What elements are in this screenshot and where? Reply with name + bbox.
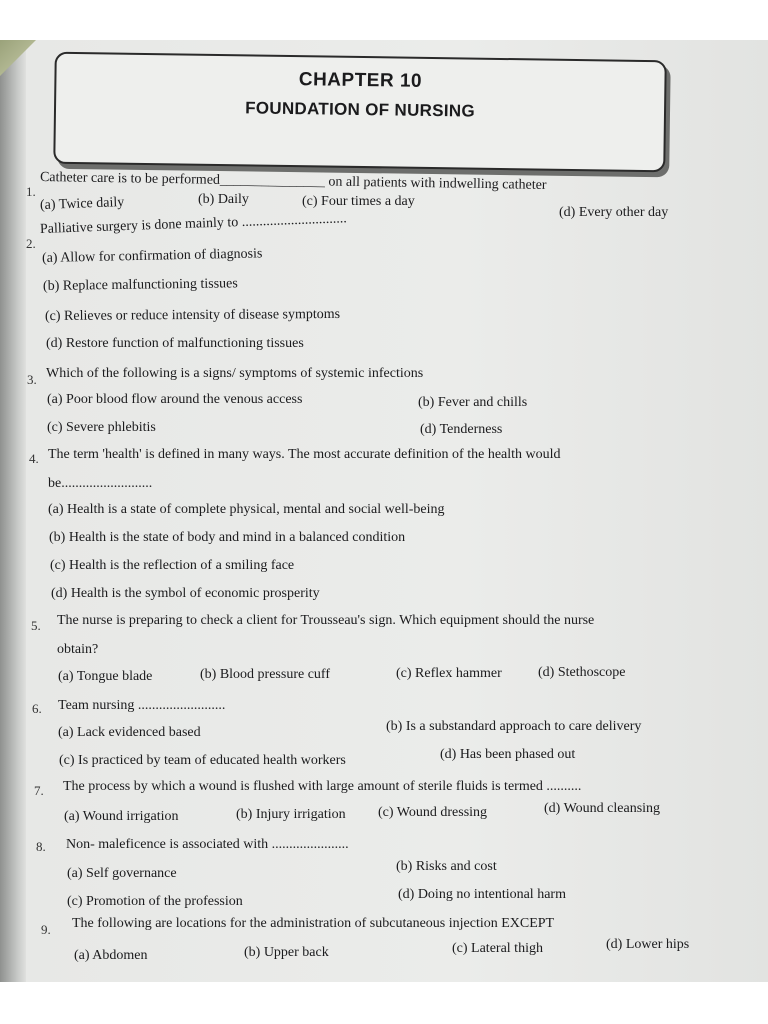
question-9-option-c: (c) Lateral thigh [452,941,543,956]
question-6-option-a: (a) Lack evidenced based [58,725,201,740]
question-4-stem-line-2: be.......................... [48,476,153,491]
question-2-option-c: (c) Relieves or reduce intensity of disease symptoms [44,306,341,324]
question-4-number: 4. [29,451,39,466]
question-7-option-d: (d) Wound cleansing [544,801,661,816]
question-7-stem: The process by which a wound is flushed with large amount of sterile fluids is termed .......... [63,779,582,794]
question-7-option-c: (c) Wound dressing [378,805,488,820]
question-9-stem: The following are locations for the administration of subcutaneous injection EXCEPT [72,916,555,931]
question-9-number: 9. [41,922,51,937]
question-8-option-b: (b) Risks and cost [396,859,497,874]
question-6-option-b: (b) Is a substandard approach to care delivery [386,719,642,734]
question-6-option-d: (d) Has been phased out [440,747,576,762]
question-5-option-a: (a) Tongue blade [58,669,153,684]
bottom-margin [0,982,768,1024]
question-8-stem: Non- maleficence is associated with ...................... [66,837,349,852]
chapter-title: FOUNDATION OF NURSING [245,98,476,121]
question-3-option-d: (d) Tenderness [420,422,503,437]
question-1-option-c: (c) Four times a day [302,194,415,209]
question-1-option-a: (a) Twice daily [39,195,125,213]
question-4-option-d: (d) Health is the symbol of economic prosperity [51,586,320,601]
question-8-number: 8. [36,839,46,854]
question-1-stem: Catheter care is to be performed_______________ on all patients with indwelling catheter [39,170,547,193]
chapter-title-box [53,52,667,173]
question-8-option-d: (d) Doing no intentional harm [398,887,566,902]
question-5-option-d: (d) Stethoscope [538,665,626,680]
question-2-option-b: (b) Replace malfunctioning tissues [42,276,238,294]
question-3-stem: Which of the following is a signs/ symptoms of systemic infections [46,366,424,381]
question-3-option-a: (a) Poor blood flow around the venous access [47,392,303,407]
question-9-option-d: (d) Lower hips [606,937,690,952]
question-2-option-a: (a) Allow for confirmation of diagnosis [41,246,263,266]
question-4-option-a: (a) Health is a state of complete physical, mental and social well-being [48,502,445,517]
question-3-option-b: (b) Fever and chills [418,395,528,410]
question-6-option-c: (c) Is practiced by team of educated health workers [59,753,346,768]
question-8-option-c: (c) Promotion of the profession [67,894,243,909]
question-5-stem-line-1: The nurse is preparing to check a client for Trousseau's sign. Which equipment should the nurse [57,613,595,628]
question-1-option-d: (d) Every other day [559,205,669,220]
question-2-number: 2. [26,236,36,251]
textbook-page [26,46,768,982]
chapter-number: CHAPTER 10 [298,69,423,92]
question-5-stem-line-2: obtain? [57,642,99,657]
question-8-option-a: (a) Self governance [67,866,177,881]
question-2-stem: Palliative surgery is done mainly to .............................. [39,211,347,237]
question-1-option-b: (b) Daily [198,192,249,207]
question-2-option-d: (d) Restore function of malfunctioning tissues [46,336,304,351]
question-1-number: 1. [26,184,36,199]
question-7-option-a: (a) Wound irrigation [64,809,179,824]
question-9-option-b: (b) Upper back [244,945,329,960]
question-5-option-b: (b) Blood pressure cuff [200,667,330,682]
question-4-stem-line-1: The term 'health' is defined in many ways. The most accurate definition of the health would [48,447,561,462]
question-4-option-b: (b) Health is the state of body and mind in a balanced condition [49,530,406,545]
question-6-stem: Team nursing ......................... [58,698,226,713]
question-3-option-c: (c) Severe phlebitis [47,420,156,435]
question-3-number: 3. [27,372,37,387]
question-5-number: 5. [31,618,41,633]
question-7-option-b: (b) Injury irrigation [236,807,346,822]
question-5-option-c: (c) Reflex hammer [396,666,502,681]
question-4-option-c: (c) Health is the reflection of a smiling face [50,558,295,573]
top-margin [0,0,768,40]
question-6-number: 6. [32,701,42,716]
book-spine-shadow [0,40,26,982]
question-9-option-a: (a) Abdomen [74,948,148,963]
question-7-number: 7. [34,783,44,798]
